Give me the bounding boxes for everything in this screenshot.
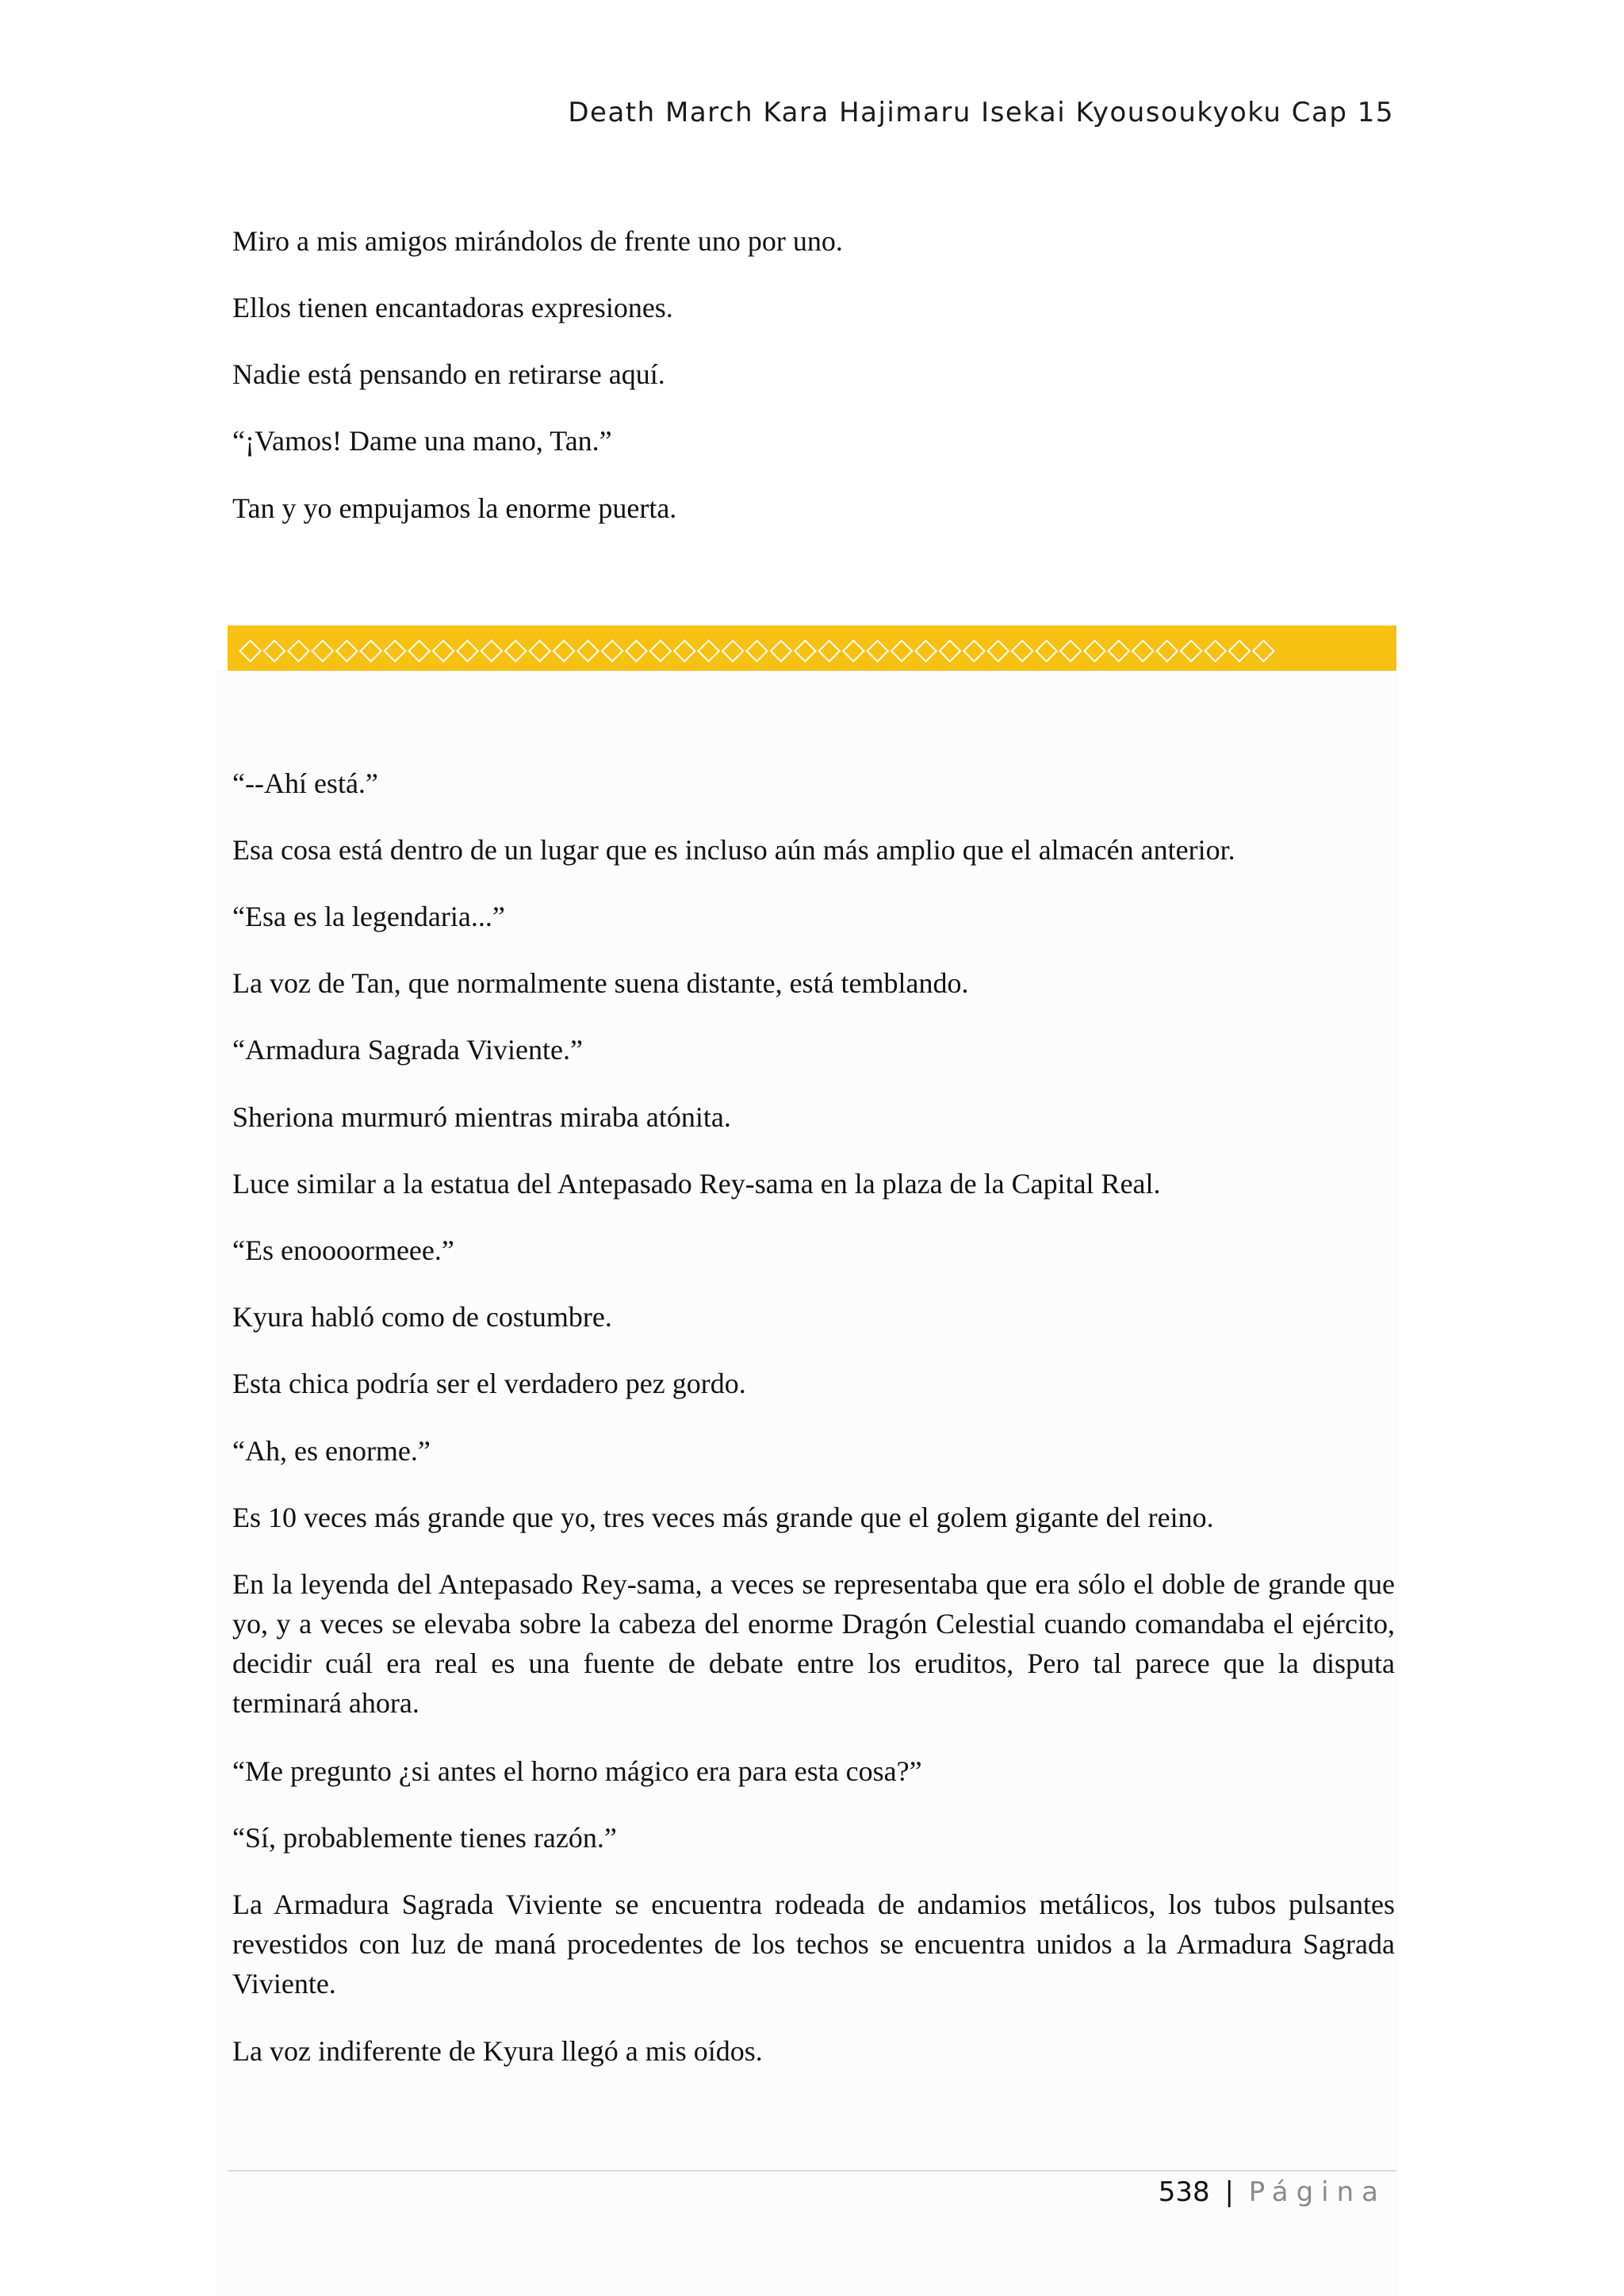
footer-rule bbox=[228, 2170, 1396, 2172]
paragraph: En la leyenda del Antepasado Rey-sama, a veces se representaba que era sólo el doble de grande que yo, y a veces se elevaba sobre la cabeza del enorme Dragón Celestial cuando comandaba el ejército, decidir cuál era real es una fuente de debate entre los eruditos, Pero tal parece que la disputa terminará ahora. bbox=[232, 1568, 1395, 1719]
paragraph: La voz indiferente de Kyura llegó a mis oídos. bbox=[232, 2035, 763, 2067]
paragraph: “Esa es la legendaria...” bbox=[232, 901, 505, 932]
paragraph: Luce similar a la estatua del Antepasado Rey-sama en la plaza de la Capital Real. bbox=[232, 1168, 1161, 1200]
page-footer bbox=[1159, 2176, 1386, 2208]
paragraph: Es 10 veces más grande que yo, tres veces más grande que el golem gigante del reino. bbox=[232, 1502, 1214, 1533]
page-separator: | bbox=[1224, 2176, 1234, 2208]
paragraph: Miro a mis amigos mirándolos de frente uno por uno. bbox=[232, 225, 843, 257]
paragraph: Tan y yo empujamos la enorme puerta. bbox=[232, 492, 677, 524]
page-label: Página bbox=[1248, 2176, 1386, 2208]
paragraph: “Es enoooormeee.” bbox=[232, 1234, 454, 1266]
paragraph: Ellos tienen encantadoras expresiones. bbox=[232, 292, 673, 323]
diamond-ornament-icon: ◇◇◇◇◇◇◇◇◇◇◇◇◇◇◇◇◇◇◇◇◇◇◇◇◇◇◇◇◇◇◇◇◇◇◇◇◇◇◇◇◇◇◇ bbox=[239, 630, 1277, 666]
running-header: Death March Kara Hajimaru Isekai Kyousoukyoku Cap 15 bbox=[568, 97, 1394, 128]
paragraph: “Armadura Sagrada Viviente.” bbox=[232, 1034, 583, 1066]
paragraph: “¡Vamos! Dame una mano, Tan.” bbox=[232, 425, 612, 457]
paragraph: “Ah, es enorme.” bbox=[232, 1435, 431, 1467]
paragraph: La voz de Tan, que normalmente suena distante, está temblando. bbox=[232, 967, 969, 999]
paragraph: Esta chica podría ser el verdadero pez gordo. bbox=[232, 1368, 746, 1399]
paragraph: Nadie está pensando en retirarse aquí. bbox=[232, 358, 665, 390]
paragraph: Esa cosa está dentro de un lugar que es incluso aún más amplio que el almacén anterior. bbox=[232, 834, 1235, 866]
paragraph: Sheriona murmuró mientras miraba atónita. bbox=[232, 1101, 731, 1133]
paragraph: “Sí, probablemente tienes razón.” bbox=[232, 1822, 617, 1854]
page-number: 538 bbox=[1158, 2176, 1210, 2208]
scene-divider bbox=[228, 626, 1396, 671]
paragraph: La Armadura Sagrada Viviente se encuentra rodeada de andamios metálicos, los tubos pulsantes revestidos con luz de maná procedentes de los techos se encuentra unidos a la Armadura Sagrada Viviente. bbox=[232, 1888, 1395, 1999]
paragraph: “Me pregunto ¿si antes el horno mágico era para esta cosa?” bbox=[232, 1755, 922, 1787]
paragraph: Kyura habló como de costumbre. bbox=[232, 1301, 612, 1333]
paragraph: “--Ahí está.” bbox=[232, 767, 378, 799]
